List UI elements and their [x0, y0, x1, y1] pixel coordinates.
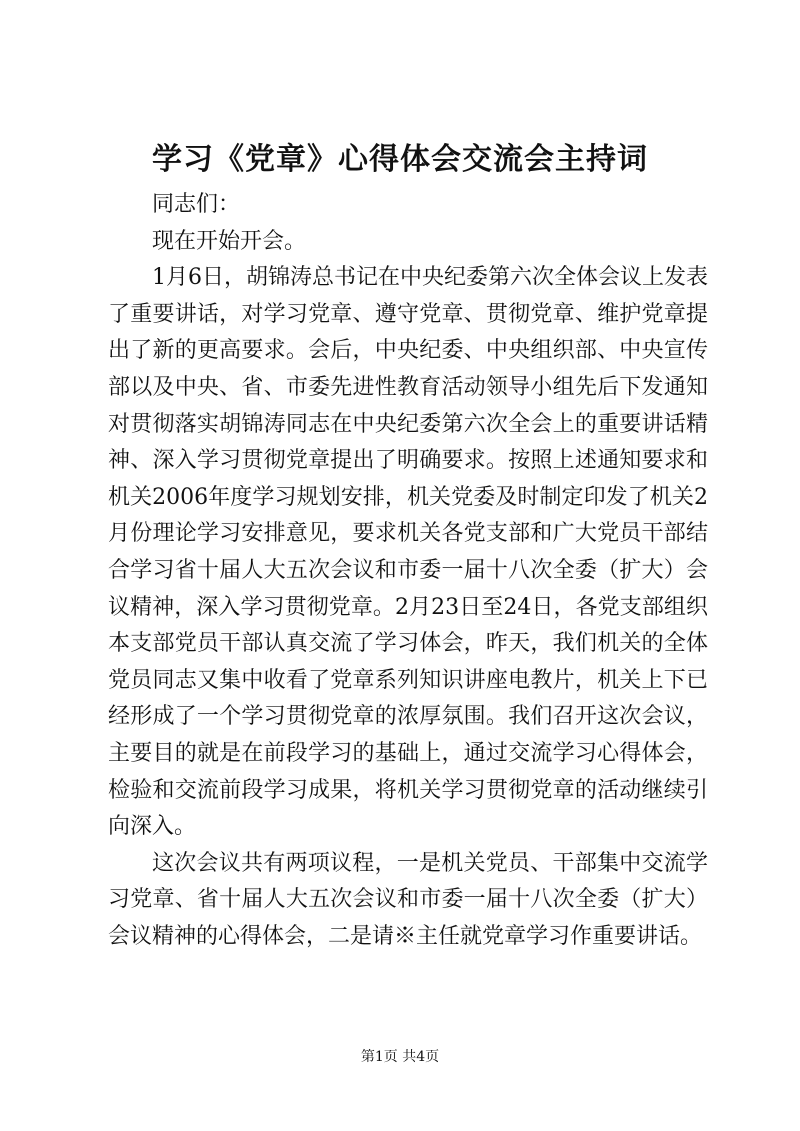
background-paragraph: 1月6日，胡锦涛总书记在中央纪委第六次全体会议上发表了重要讲话，对学习党章、遵守党章、贯彻党章、维护党章提出了新的更高要求。会后，中央纪委、中央组织部、中央宣传部以及中央、省、市委先进性教育活动领导小组先后下发通知对贯彻落实胡锦涛同志在中央纪委第六次全会上的重要讲话精神、深入学习贯彻党章提出了明确要求。按照上述通知要求和机关2006年度学习规划安排，机关党委及时制定印发了机关2月份理论学习安排意见，要求机关各党支部和广大党员干部结合学习省十届人大五次会议和市委一届十八次全委（扩大）会议精神，深入学习贯彻党章。2月23日至24日，各党支部组织本支部党员干部认真交流了学习体会，昨天，我们机关的全体党员同志又集中收看了党章系列知识讲座电教片，机关上下已经形成了一个学习贯彻党章的浓厚氛围。我们召开这次会议，主要目的就是在前段学习的基础上，通过交流学习心得体会，检验和交流前段学习成果，将机关学习贯彻党章的活动继续引向深入。 [108, 265, 708, 840]
opening-paragraph: 现在开始开会。 [152, 228, 307, 254]
salutation-paragraph: 同志们： [152, 192, 241, 217]
document-body [108, 187, 708, 955]
document-title: 学习《党章》心得体会交流会主持词 [152, 142, 648, 177]
agenda-paragraph: 这次会议共有两项议程，一是机关党员、干部集中交流学习党章、省十届人大五次会议和市委一届十八次全委（扩大）会议精神的心得体会，二是请※主任就党章学习作重要讲话。 [108, 850, 708, 949]
page-number-footer: 第1页 共4页 [360, 1049, 440, 1065]
